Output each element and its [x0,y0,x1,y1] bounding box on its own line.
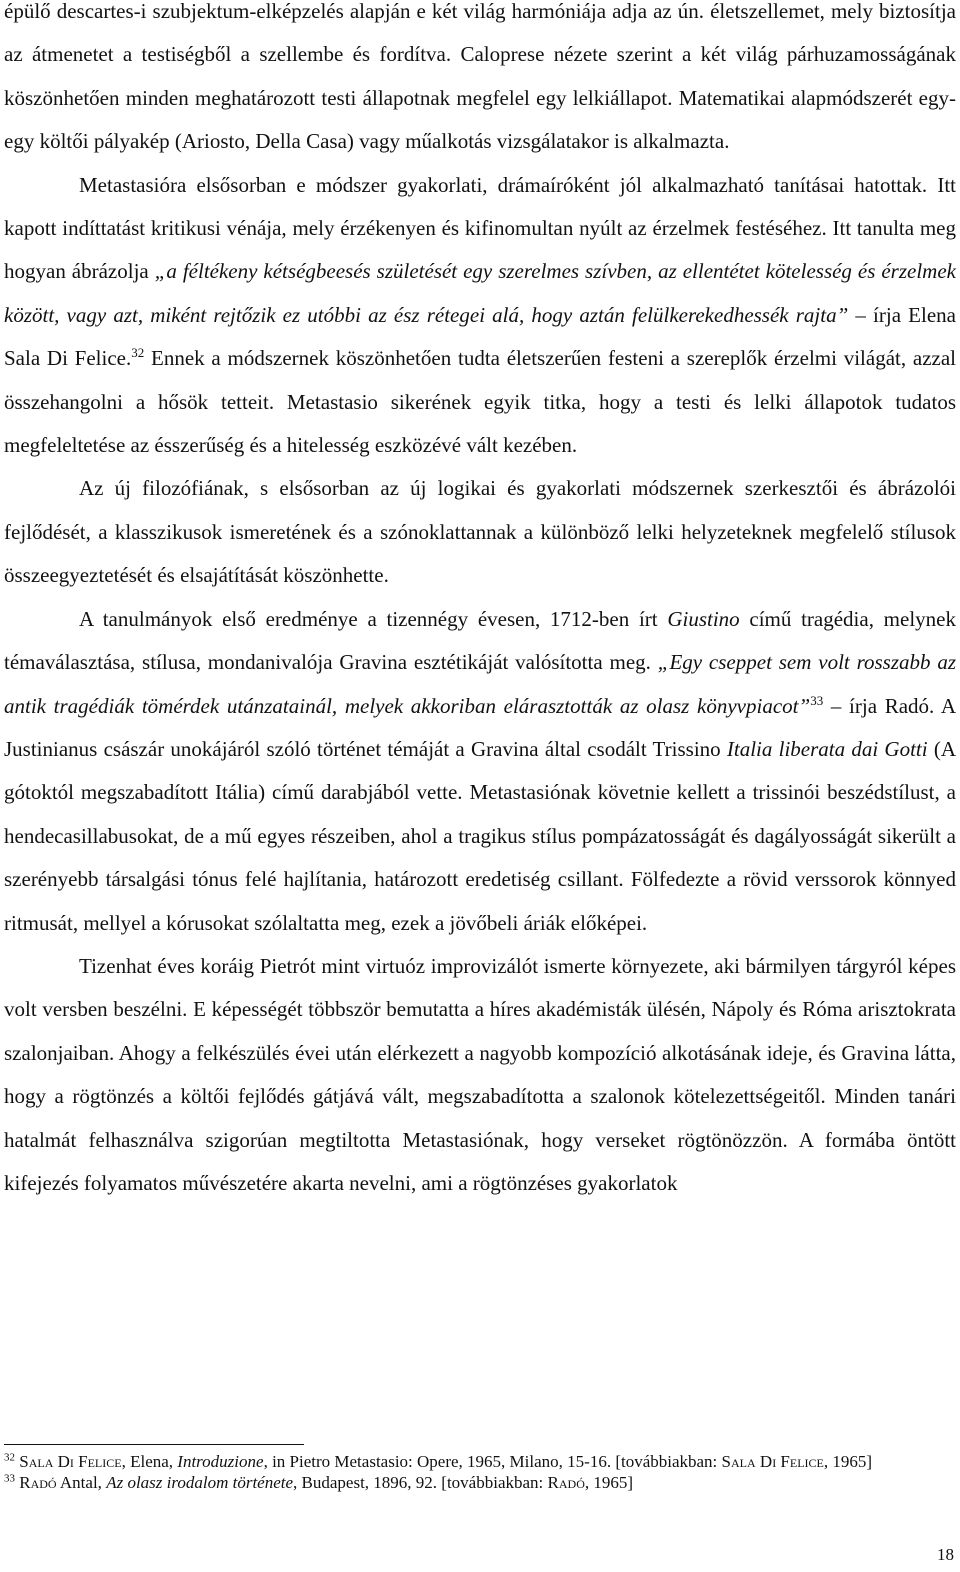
footnote-divider [4,1444,304,1445]
text-run: Metastasióra elsősorban e módszer gyakorlati, drámaíróként jól alkalmazható tanításai hatottak. Itt kapott indíttatást kritikusi vénája, mely érzékenyen és kifinomultan nyúlt az érzelmek festéséhez. Itt tanulta meg hogyan ábrázolja [4,172,956,284]
italic-text: „Egy cseppet sem volt rosszabb az antik tragédiák tömérdek utánzatainál, melyek akkoriban elárasztották az olasz könyvpiacot” [4,650,956,718]
paragraph-4 [4,598,956,945]
italic-text: Introduzione [177,1452,264,1471]
text-run: épülő descartes-i szubjektum-elképzelés alapján e két világ harmóniája adja az ún. életszellemet, mely biztosítja az átmenetet a testiségből a szellembe és fordítva. Caloprese nézete szerint a két világ párhuzamosságának köszönhetően minden meghatározott testi állapotnak megfelel egy lelkiállapot. Matematikai alapmódszerét egy-egy költői pályakép (Ariosto, Della Casa) vagy műalkotás vizsgálatakor is alkalmazta. [4,0,956,154]
text-run: (A gótoktól megszabadított Itália) című darabjából vette. Metastasiónak követnie kellett a trissinói beszédstílust, a hendecasillabusokat, de a mű egyes részeiben, ahol a tragikus stílus pompázatosságát és dagályosságát sikerült a szerényebb társalgási tónus felé hajlítania, határozott eredetiség csillant. Fölfedezte a rövid verssorok könnyed ritmusát, mellyel a kórusokat szólaltatta meg, ezek a jövőbeli áriák előképei. [4,736,956,935]
footnote-32 [4,1451,956,1472]
italic-text: Italia liberata dai Gotti [726,736,928,761]
text-run: Tizenhat éves koráig Pietrót mint virtuóz improvizálót ismerte környezete, aki bármilyen tárgyról képes volt versben beszélni. E képességét többször bemutatta a híres akadémisták ülésén, Nápoly és Róma arisztokrata szalonjaiban. Ahogy a felkészülés évei után elérkezett a nagyobb kompozíció alkotásának ideje, és Gravina látta, hogy a rögtönzés a költői fejlődés gátjává vált, megszabadította a szalonok kötelezettségeitől. Minden tanári hatalmát felhasználva szigorúan megtiltotta Metastasiónak, hogy verseket rögtönözzön. A formába öntött kifejezés folyamatos művészetére akarta nevelni, ami a rögtönzéses gyakorlatok [4,953,956,1195]
footnote-ref: 33 [810,692,824,708]
italic-text: Az olasz irodalom története [106,1473,294,1492]
paragraph-3 [4,467,956,597]
footnote-ref: 32 [4,1451,15,1464]
text-run: , Budapest, 1896, 92. [továbbiakban: [293,1473,548,1492]
paragraph-1 [4,0,956,164]
author-name: Sala Di Felice [721,1452,824,1471]
text-run: című tragédia, melynek témaválasztása, stílusa, mondanivalója Gravina esztétikáját valósította meg. [4,606,956,675]
page-number: 18 [937,1545,954,1564]
paragraph-5 [4,945,956,1205]
author-name: Sala Di Felice [19,1452,122,1471]
text-run: – írja Radó. A Justinianus császár unokájáról szóló történet témáját a Gravina által csodált Trissino [4,693,957,761]
footnote-ref: 33 [4,1472,15,1485]
author-name: Radó [19,1473,57,1492]
text-run: , 1965] [823,1452,873,1471]
text-run: – írja Elena Sala Di Felice. [4,302,956,371]
text-run: Ennek a módszernek köszönhetően tudta életszerűen festeni a szereplők érzelmi világát, azzal összehangolni a hősök tetteit. Metastasio sikerének egyik titka, hogy a testi és lelki állapotok tudatos megfeleltetése az ésszerűség és a hitelesség eszközévé vált kezében. [4,346,956,458]
italic-text: Giustino [667,606,740,631]
footnotes [4,1451,956,1493]
text-run: Az új filozófiának, s elsősorban az új logikai és gyakorlati módszernek szerkesztői és ábrázolói fejlődését, a klasszikusok ismeretének és a szónoklattannak a különböző lelki helyzeteknek megfelelő stílusok összeegyeztetését és elsajátítását köszönhette. [4,476,956,588]
footnote-ref: 32 [131,345,145,361]
page-body [4,0,956,1205]
italic-text: „a féltékeny kétségbeesés születését egy szerelmes szívben, az ellentétet kötelesség és érzelmek között, vagy azt, miként rejtőzik ez utóbbi az ész rétegei alá, hogy aztán felülkerekedhessék rajta” [4,259,956,327]
footnote-33 [4,1472,956,1493]
text-run: , Elena, [121,1452,178,1471]
text-run: Antal, [56,1473,107,1492]
paragraph-2 [4,164,956,468]
author-name: Radó [547,1473,585,1492]
text-run: A tanulmányok első eredménye a tizennégy évesen, 1712-ben írt [79,606,668,631]
text-run: , in Pietro Metastasio: Opere, 1965, Milano, 15-16. [továbbiakban: [263,1452,722,1471]
text-run: , 1965] [584,1473,634,1492]
